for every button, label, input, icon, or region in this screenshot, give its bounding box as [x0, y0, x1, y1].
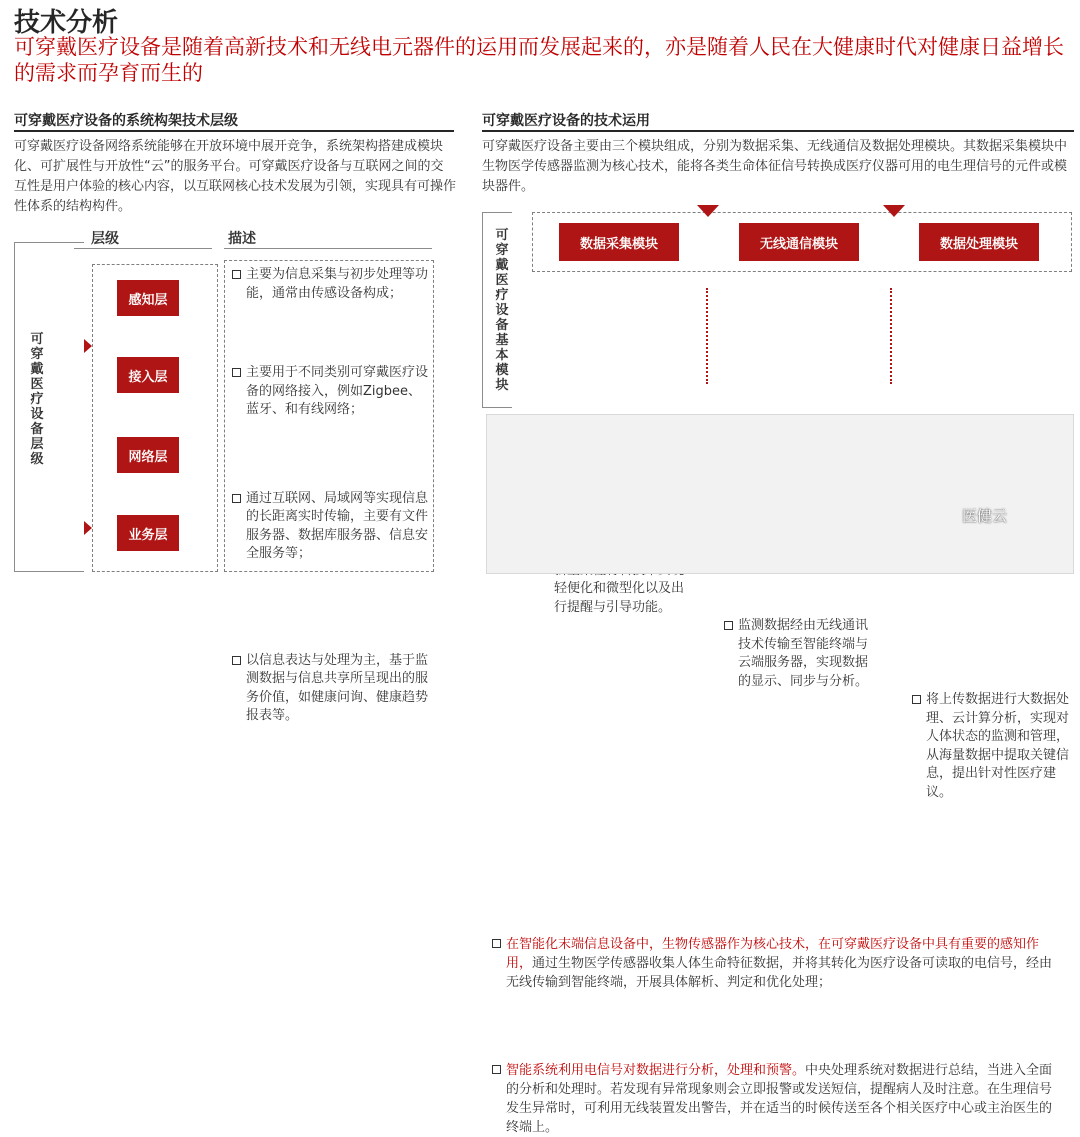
module-divider — [706, 288, 708, 384]
layer-perception: 感知层 — [117, 280, 179, 316]
layer-desc-item: 主要用于不同类别可穿戴医疗设备的网络接入，例如Zigbee、蓝牙、和有线网络； — [232, 364, 428, 420]
module-side-label: 可穿戴医疗设备基本模块 — [495, 228, 509, 393]
layer-access: 接入层 — [117, 357, 179, 393]
checkbox-icon — [492, 1065, 501, 1074]
right-section-rule — [482, 130, 1074, 132]
checkbox-icon — [232, 494, 241, 503]
note-item: 智能系统利用电信号对数据进行分析，处理和预警。中央处理系统对数据进行总结，当进入全面的分析和处理时。若发现有异常现象则会立即报警或发送短信，提醒病人及时注意。在生理信号发生异常时，可利用无线装置发出警告，并在适当的时候传送至各个相关医疗中心或主治医生的终端上。 — [492, 1061, 1062, 1137]
triangle-down-icon — [697, 205, 719, 217]
watermark: 医健云 — [962, 507, 1008, 525]
page-title: 技术分析 — [14, 8, 119, 38]
left-section-heading: 可穿戴医疗设备的系统构架技术层级 — [14, 113, 238, 129]
description-column-header: 描述 — [228, 231, 256, 247]
arrow-right-icon — [84, 521, 92, 535]
checkbox-icon — [232, 368, 241, 377]
layer-column-header: 层级 — [91, 231, 119, 247]
headline: 可穿戴医疗设备是随着高新技术和无线电元器件的运用而发展起来的，亦是随着人民在大健康时代对健康日益增长的需求而孕育而生的 — [14, 35, 1064, 85]
layer-business: 业务层 — [117, 515, 179, 551]
layer-desc-item: 主要为信息采集与初步处理等功能，通常由传感设备构成； — [232, 266, 428, 303]
notes-box — [486, 414, 1074, 574]
module-wireless: 无线通信模块 — [739, 223, 859, 261]
right-section-heading: 可穿戴医疗设备的技术运用 — [482, 113, 650, 129]
layer-side-label: 可穿戴医疗设备层级 — [30, 332, 44, 467]
module-data-processing: 数据处理模块 — [919, 223, 1039, 261]
checkbox-icon — [232, 656, 241, 665]
checkbox-icon — [232, 270, 241, 279]
left-section-rule — [14, 130, 454, 132]
module-data-collection: 数据采集模块 — [559, 223, 679, 261]
note-item: 在智能化末端信息设备中，生物传感器作为核心技术，在可穿戴医疗设备中具有重要的感知作用，通过生物医学传感器收集人体生命特征数据，并将其转化为医疗设备可读取的电信号，经由无线传输到智能终端，开展具体解析、判定和优化处理； — [492, 935, 1062, 992]
layer-network: 网络层 — [117, 437, 179, 473]
module-divider — [890, 288, 892, 384]
layer-header-rule — [74, 248, 212, 249]
module-desc-item: 监测数据经由无线通讯技术传输至智能终端与云端服务器，实现数据的显示、同步与分析。 — [724, 617, 872, 691]
checkbox-icon — [912, 695, 921, 704]
module-desc-item: 轻便化和微型化以及出行提醒与引导功能。 — [540, 525, 688, 618]
description-header-rule — [224, 248, 432, 249]
layer-desc-item: 以信息表达与处理为主，基于监测数据与信息共享所呈现出的服务价值，如健康问询、健康趋势报表等。 — [232, 652, 428, 726]
checkbox-icon — [724, 621, 733, 630]
right-intro: 可穿戴医疗设备主要由三个模块组成，分别为数据采集、无线通信及数据处理模块。其数据采集模块中生物医学传感器监测为核心技术，能将各类生命体征信号转换成医疗仪器可用的电生理信号的元件或模块器件。 — [482, 139, 1068, 194]
checkbox-icon — [492, 939, 501, 948]
layer-side-bracket — [14, 242, 84, 572]
left-intro: 可穿戴医疗设备网络系统能够在开放环境中展开竞争，系统架构搭建成模块化、可扩展性与开放性“云”的服务平台。可穿戴医疗设备与互联网之间的交互性是用户体验的核心内容，以互联网核心技术发展为引领，实现具有可操作性体系的结构构件。 — [14, 139, 457, 214]
arrow-right-icon — [84, 339, 92, 353]
module-desc-item: 将上传数据进行大数据处理、云计算分析，实现对人体状态的监测和管理，从海量数据中提取关键信息，提出针对性医疗建议。 — [912, 691, 1072, 802]
triangle-down-icon — [883, 205, 905, 217]
layer-desc-item: 通过互联网、局域网等实现信息的长距离实时传输，主要有文件服务器、数据库服务器、信息安全服务等； — [232, 490, 428, 564]
